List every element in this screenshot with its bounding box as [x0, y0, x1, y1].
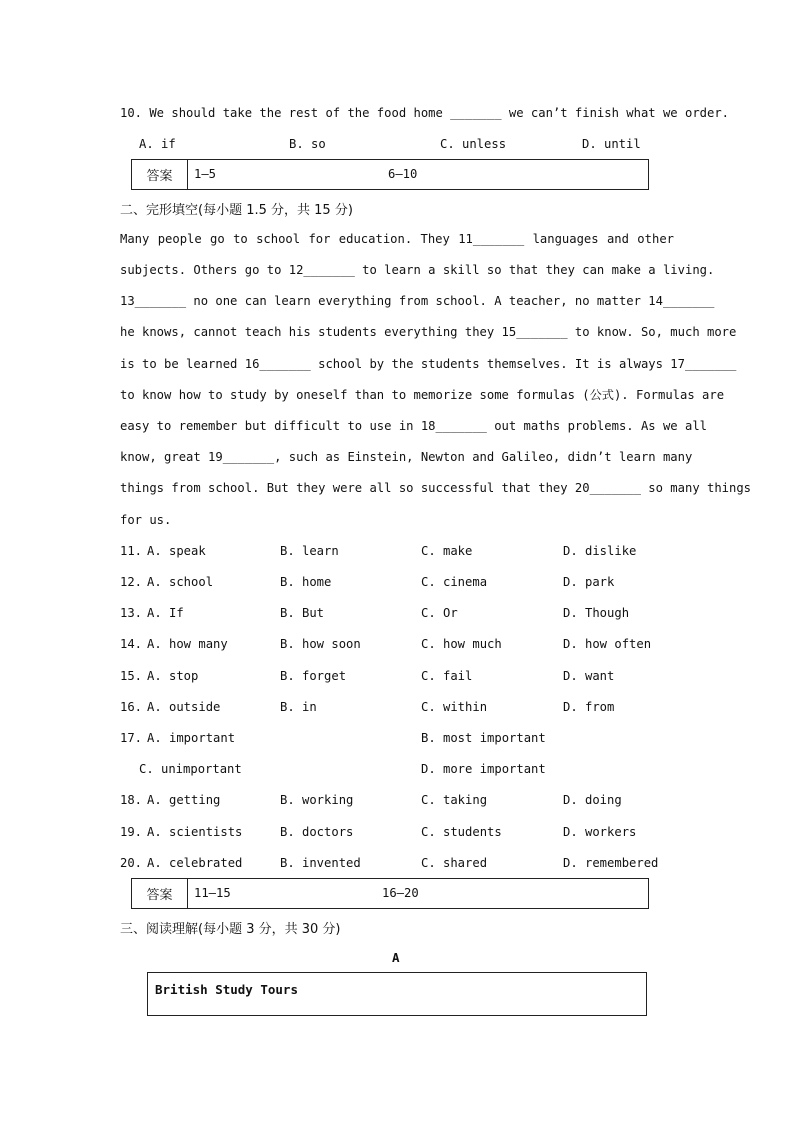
option-d: D. want — [563, 669, 615, 683]
option-a: A. important — [147, 731, 236, 745]
question-number: 11. — [120, 544, 143, 558]
passage-line: know, great 19_______, such as Einstein, Newton and Galileo, didn’t learn many — [120, 450, 693, 464]
passage-line: things from school. But they were all so successful that they 20_______ so many things — [120, 481, 752, 495]
option-b: B. forget — [280, 669, 347, 683]
option-a: A. how many — [147, 637, 228, 651]
q10-option-c: C. unless — [440, 137, 507, 151]
answer-box — [131, 878, 649, 909]
option-a: A. celebrated — [147, 856, 243, 870]
passage-line: subjects. Others go to 12_______ to learn a skill so that they can make a living. — [120, 263, 715, 277]
answer-range: 6—10 — [388, 167, 418, 181]
q10-stem: 10. We should take the rest of the food home _______ we can’t finish what we order. — [120, 106, 730, 120]
option-c: C. unimportant — [139, 762, 242, 776]
option-d: D. how often — [563, 637, 652, 651]
q10-option-b: B. so — [289, 137, 326, 151]
answer-range: 16—20 — [382, 886, 419, 900]
answer-label: 答案 — [132, 160, 188, 189]
option-d: D. park — [563, 575, 615, 589]
option-d: D. remembered — [563, 856, 659, 870]
option-c: C. how much — [421, 637, 502, 651]
option-b: B. most important — [421, 731, 546, 745]
option-b: B. how soon — [280, 637, 361, 651]
option-b: B. in — [280, 700, 317, 714]
section-heading: 二、完形填空(每小题 1.5 分，共 15 分) — [120, 203, 353, 218]
passage-line: for us. — [120, 513, 172, 527]
option-b: B. home — [280, 575, 332, 589]
answer-range: 11—15 — [194, 886, 231, 900]
question-number: 20. — [120, 856, 143, 870]
option-a: A. outside — [147, 700, 221, 714]
question-number: 13. — [120, 606, 143, 620]
option-b: B. doctors — [280, 825, 354, 839]
answer-box — [131, 159, 649, 190]
option-b: B. invented — [280, 856, 361, 870]
option-b: B. But — [280, 606, 325, 620]
passage-line: is to be learned 16_______ school by the students themselves. It is always 17_______ — [120, 357, 737, 371]
q10-option-d: D. until — [582, 137, 641, 151]
option-d: D. doing — [563, 793, 622, 807]
question-number: 17. — [120, 731, 143, 745]
option-d: D. dislike — [563, 544, 637, 558]
option-c: C. cinema — [421, 575, 488, 589]
option-d: D. from — [563, 700, 615, 714]
question-number: 15. — [120, 669, 143, 683]
option-c: C. shared — [421, 856, 488, 870]
passage-title-box — [147, 972, 647, 1016]
option-a: A. getting — [147, 793, 221, 807]
question-number: 18. — [120, 793, 143, 807]
passage-line: easy to remember but difficult to use in 18_______ out maths problems. As we all — [120, 419, 707, 433]
option-b: B. learn — [280, 544, 339, 558]
option-d: D. Though — [563, 606, 630, 620]
question-number: 19. — [120, 825, 143, 839]
option-a: A. speak — [147, 544, 206, 558]
answer-range: 1—5 — [194, 167, 217, 181]
answer-label: 答案 — [132, 879, 188, 908]
passage-line: 13_______ no one can learn everything from school. A teacher, no matter 14_______ — [120, 294, 715, 308]
option-c: C. within — [421, 700, 488, 714]
option-d: D. more important — [421, 762, 546, 776]
option-d: D. workers — [563, 825, 637, 839]
passage-line: Many people go to school for education. They 11_______ languages and other — [120, 232, 674, 246]
option-c: C. taking — [421, 793, 488, 807]
option-a: A. stop — [147, 669, 199, 683]
option-a: A. school — [147, 575, 214, 589]
option-c: C. students — [421, 825, 502, 839]
option-c: C. make — [421, 544, 473, 558]
option-b: B. working — [280, 793, 354, 807]
passage-title: British Study Tours — [155, 982, 298, 997]
passage-line: he knows, cannot teach his students everything they 15_______ to know. So, much more — [120, 325, 737, 339]
question-number: 16. — [120, 700, 143, 714]
q10-option-a: A. if — [139, 137, 176, 151]
option-a: A. scientists — [147, 825, 243, 839]
option-a: A. If — [147, 606, 184, 620]
section-heading: 三、阅读理解(每小题 3 分，共 30 分) — [120, 922, 341, 937]
question-number: 12. — [120, 575, 143, 589]
question-number: 14. — [120, 637, 143, 651]
option-c: C. Or — [421, 606, 458, 620]
option-c: C. fail — [421, 669, 473, 683]
passage-line: to know how to study by oneself than to memorize some formulas (公式). Formulas are — [120, 388, 725, 402]
passage-letter: A — [392, 950, 400, 965]
